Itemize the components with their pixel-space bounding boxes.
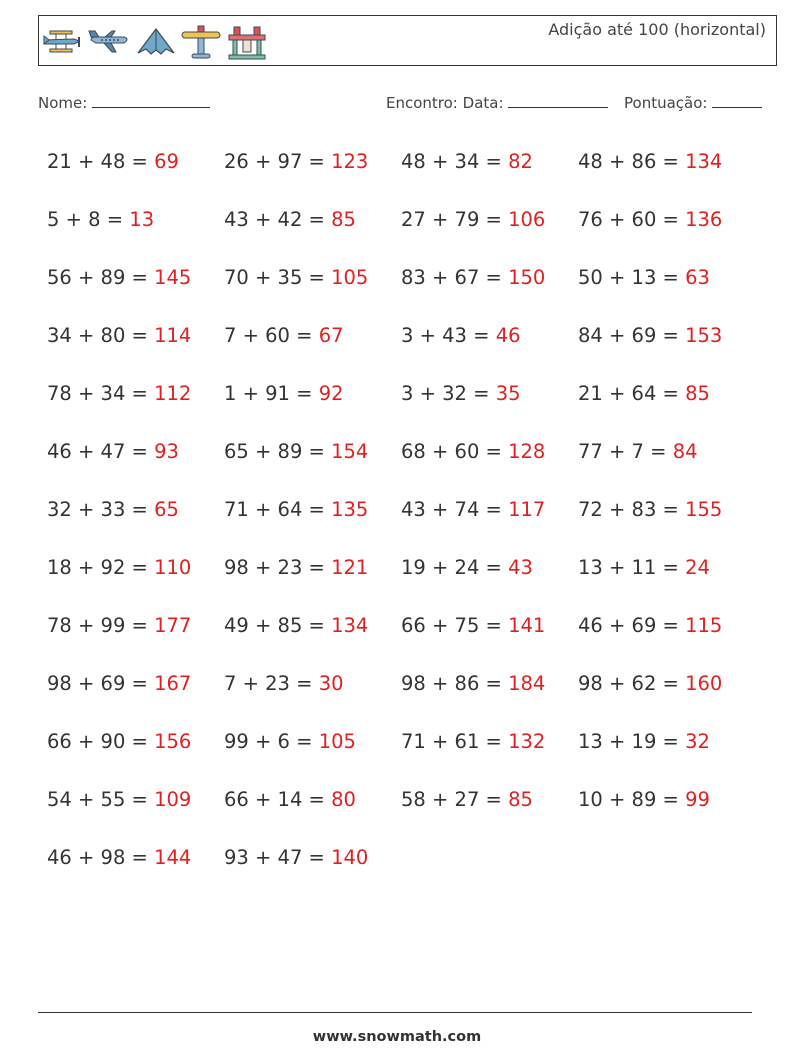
- problem-item: [401, 440, 545, 463]
- problem-item: [47, 788, 191, 811]
- problem-expression: 32 + 33 =: [47, 498, 148, 521]
- problem-item: [578, 150, 722, 173]
- problem-expression: 19 + 24 =: [401, 556, 502, 579]
- encounter-date-field: [386, 93, 608, 112]
- plane-front-icon: [226, 23, 268, 61]
- problem-expression: 46 + 69 =: [578, 614, 679, 637]
- problem-expression: 1 + 91 =: [224, 382, 313, 405]
- problem-answer: 46: [495, 324, 521, 347]
- date-label: Data:: [462, 94, 504, 112]
- problem-expression: 65 + 89 =: [224, 440, 325, 463]
- problem-item: [224, 208, 356, 231]
- problem-item: [224, 788, 356, 811]
- problem-answer: 109: [154, 788, 192, 811]
- problem-expression: 78 + 99 =: [47, 614, 148, 637]
- problem-item: [47, 730, 191, 753]
- problem-item: [401, 788, 533, 811]
- problem-expression: 66 + 14 =: [224, 788, 325, 811]
- problem-expression: 72 + 83 =: [578, 498, 679, 521]
- worksheet-title: Adição até 100 (horizontal): [548, 20, 766, 39]
- problem-answer: 160: [685, 672, 723, 695]
- problem-expression: 54 + 55 =: [47, 788, 148, 811]
- problem-answer: 65: [154, 498, 179, 521]
- problem-item: [401, 208, 545, 231]
- name-label: Nome:: [38, 94, 88, 112]
- problem-answer: 63: [685, 266, 710, 289]
- problem-expression: 26 + 97 =: [224, 150, 325, 173]
- problem-item: [401, 672, 545, 695]
- problem-expression: 18 + 92 =: [47, 556, 148, 579]
- problem-answer: 135: [331, 498, 369, 521]
- problem-item: [578, 788, 710, 811]
- problem-answer: 85: [685, 382, 710, 405]
- score-blank[interactable]: [712, 93, 762, 108]
- problem-expression: 48 + 34 =: [401, 150, 502, 173]
- encounter-label: Encontro:: [386, 94, 458, 112]
- problem-item: [578, 672, 722, 695]
- header-icons: [42, 22, 268, 62]
- problem-answer: 167: [154, 672, 192, 695]
- problem-expression: 34 + 80 =: [47, 324, 148, 347]
- footer-site: www.snowmath.com: [312, 1029, 482, 1045]
- problem-expression: 7 + 60 =: [224, 324, 313, 347]
- problem-expression: 71 + 64 =: [224, 498, 325, 521]
- problem-expression: 98 + 69 =: [47, 672, 148, 695]
- problem-expression: 49 + 85 =: [224, 614, 325, 637]
- problem-answer: 144: [154, 846, 192, 869]
- problem-item: [224, 440, 368, 463]
- problem-item: [578, 266, 710, 289]
- problem-expression: 5 + 8 =: [47, 208, 124, 231]
- problem-item: [224, 324, 344, 347]
- problem-item: [224, 614, 368, 637]
- yellow-plane-icon: [180, 24, 222, 60]
- problem-answer: 82: [508, 150, 533, 173]
- problem-answer: 117: [508, 498, 546, 521]
- problem-expression: 7 + 23 =: [224, 672, 313, 695]
- problem-answer: 132: [508, 730, 546, 753]
- problem-item: [47, 846, 191, 869]
- problem-item: [224, 672, 344, 695]
- problem-expression: 48 + 86 =: [578, 150, 679, 173]
- problem-expression: 43 + 42 =: [224, 208, 325, 231]
- problem-answer: 136: [685, 208, 723, 231]
- problem-answer: 115: [685, 614, 723, 637]
- problem-item: [47, 440, 179, 463]
- name-field: [38, 93, 210, 112]
- score-label: Pontuação:: [624, 94, 708, 112]
- problem-expression: 98 + 86 =: [401, 672, 502, 695]
- problem-expression: 68 + 60 =: [401, 440, 502, 463]
- problem-item: [401, 150, 533, 173]
- problem-answer: 105: [318, 730, 356, 753]
- problem-answer: 121: [331, 556, 369, 579]
- problem-answer: 24: [685, 556, 710, 579]
- problem-answer: 13: [129, 208, 155, 231]
- problem-item: [47, 498, 179, 521]
- problem-answer: 114: [154, 324, 192, 347]
- problem-expression: 99 + 6 =: [224, 730, 313, 753]
- problem-item: [401, 324, 521, 347]
- problem-expression: 78 + 34 =: [47, 382, 148, 405]
- problem-item: [47, 324, 191, 347]
- problem-answer: 141: [508, 614, 546, 637]
- problem-expression: 13 + 19 =: [578, 730, 679, 753]
- problem-answer: 155: [685, 498, 723, 521]
- problem-answer: 80: [331, 788, 356, 811]
- problem-answer: 106: [508, 208, 546, 231]
- problem-expression: 10 + 89 =: [578, 788, 679, 811]
- problem-item: [47, 208, 154, 231]
- problem-answer: 43: [508, 556, 533, 579]
- problem-item: [401, 382, 521, 405]
- problem-item: [578, 556, 710, 579]
- footer-divider: [38, 1012, 752, 1013]
- stealth-bomber-icon: [136, 27, 176, 57]
- problem-item: [224, 498, 368, 521]
- date-blank[interactable]: [508, 93, 608, 108]
- problem-expression: 71 + 61 =: [401, 730, 502, 753]
- problem-answer: 112: [154, 382, 192, 405]
- header-box: [38, 15, 777, 66]
- problem-expression: 66 + 90 =: [47, 730, 148, 753]
- problem-answer: 69: [154, 150, 179, 173]
- problem-expression: 84 + 69 =: [578, 324, 679, 347]
- score-field: [624, 93, 762, 112]
- problem-item: [47, 382, 191, 405]
- problem-answer: 85: [508, 788, 533, 811]
- problem-item: [224, 846, 368, 869]
- problem-answer: 35: [495, 382, 521, 405]
- problem-answer: 134: [331, 614, 369, 637]
- name-blank[interactable]: [92, 93, 210, 108]
- problem-expression: 21 + 64 =: [578, 382, 679, 405]
- problem-expression: 56 + 89 =: [47, 266, 148, 289]
- problem-expression: 98 + 62 =: [578, 672, 679, 695]
- problem-expression: 27 + 79 =: [401, 208, 502, 231]
- problem-answer: 67: [318, 324, 344, 347]
- problem-expression: 77 + 7 =: [578, 440, 667, 463]
- problem-answer: 145: [154, 266, 192, 289]
- problem-item: [224, 556, 368, 579]
- problem-item: [224, 382, 344, 405]
- problem-item: [401, 266, 545, 289]
- problem-expression: 3 + 32 =: [401, 382, 490, 405]
- problem-answer: 153: [685, 324, 723, 347]
- problem-item: [578, 614, 722, 637]
- problem-item: [47, 672, 191, 695]
- problem-item: [401, 498, 545, 521]
- problem-answer: 154: [331, 440, 369, 463]
- problem-expression: 76 + 60 =: [578, 208, 679, 231]
- problem-answer: 110: [154, 556, 192, 579]
- problem-answer: 99: [685, 788, 710, 811]
- problem-expression: 3 + 43 =: [401, 324, 490, 347]
- problem-answer: 105: [331, 266, 369, 289]
- problem-item: [47, 556, 191, 579]
- problem-expression: 46 + 98 =: [47, 846, 148, 869]
- problem-answer: 32: [685, 730, 710, 753]
- problem-expression: 43 + 74 =: [401, 498, 502, 521]
- problem-answer: 134: [685, 150, 723, 173]
- problem-item: [401, 556, 533, 579]
- problem-answer: 85: [331, 208, 356, 231]
- problem-item: [578, 498, 722, 521]
- problem-answer: 156: [154, 730, 192, 753]
- problem-expression: 66 + 75 =: [401, 614, 502, 637]
- problem-answer: 93: [154, 440, 179, 463]
- problem-answer: 150: [508, 266, 546, 289]
- problem-item: [224, 730, 356, 753]
- problem-answer: 30: [318, 672, 344, 695]
- problem-answer: 177: [154, 614, 192, 637]
- problem-item: [578, 730, 710, 753]
- problem-answer: 92: [318, 382, 344, 405]
- problem-answer: 128: [508, 440, 546, 463]
- problem-item: [47, 150, 179, 173]
- problem-item: [47, 614, 191, 637]
- problem-answer: 140: [331, 846, 369, 869]
- problem-item: [578, 382, 710, 405]
- problem-item: [578, 208, 722, 231]
- problem-expression: 83 + 67 =: [401, 266, 502, 289]
- problem-item: [224, 150, 368, 173]
- problem-expression: 13 + 11 =: [578, 556, 679, 579]
- problem-item: [47, 266, 191, 289]
- problem-answer: 84: [672, 440, 698, 463]
- problem-item: [578, 440, 698, 463]
- biplane-icon: [42, 28, 84, 56]
- problem-item: [401, 730, 545, 753]
- problem-answer: 123: [331, 150, 369, 173]
- problem-item: [224, 266, 368, 289]
- problem-expression: 70 + 35 =: [224, 266, 325, 289]
- problem-answer: 184: [508, 672, 546, 695]
- problem-item: [401, 614, 545, 637]
- problem-item: [578, 324, 722, 347]
- problem-expression: 21 + 48 =: [47, 150, 148, 173]
- problem-expression: 93 + 47 =: [224, 846, 325, 869]
- problem-expression: 50 + 13 =: [578, 266, 679, 289]
- problem-expression: 46 + 47 =: [47, 440, 148, 463]
- problem-expression: 98 + 23 =: [224, 556, 325, 579]
- problem-expression: 58 + 27 =: [401, 788, 502, 811]
- airliner-icon: [88, 28, 132, 56]
